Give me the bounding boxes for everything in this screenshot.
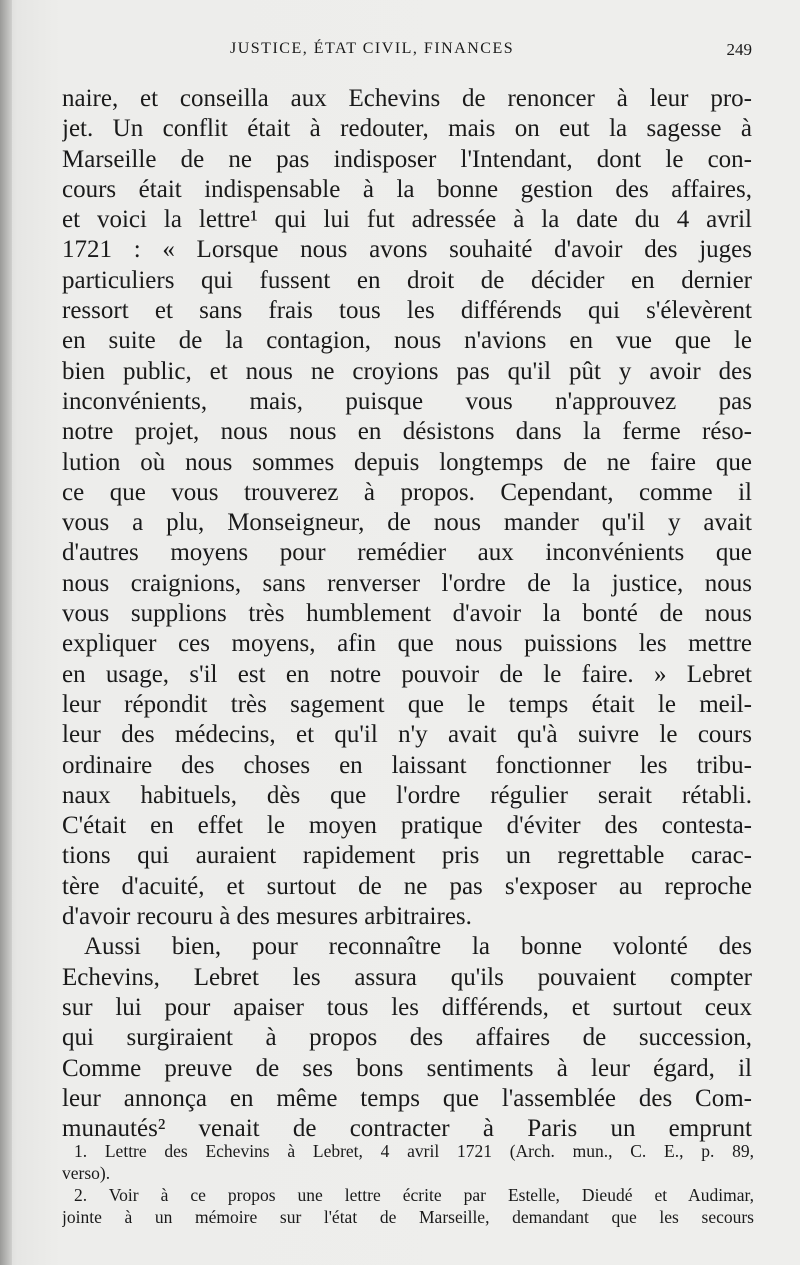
paragraph-start-line: Aussi bien, pour reconnaître la bonne volonté des <box>84 933 752 961</box>
text-line: munautés² venait de contracter à Paris un emprunt <box>62 1115 752 1143</box>
text-line: ressort et sans frais tous les différends qui s'élevèrent <box>62 297 752 325</box>
running-head: JUSTICE, ÉTAT CIVIL, FINANCES <box>230 40 515 57</box>
footnote-2-continued: jointe à un mémoire sur l'état de Marseille, demandant que les secours <box>62 1207 754 1227</box>
text-line: qui surgiraient à propos des affaires de succession, <box>62 1024 752 1052</box>
footnote-1-continued: verso). <box>62 1163 111 1183</box>
text-line: d'autres moyens pour remédier aux inconvénients que <box>62 539 752 567</box>
text-line: Echevins, Lebret les assura qu'ils pouvaient compter <box>62 963 752 991</box>
text-line: sur lui pour apaiser tous les différends, et surtout ceux <box>62 993 752 1021</box>
text-line: vous a plu, Monseigneur, de nous mander qu'il y avait <box>62 509 752 537</box>
text-line: tère d'acuité, et surtout de ne pas s'exposer au reproche <box>62 872 752 900</box>
text-line: ce que vous trouverez à propos. Cependant, comme il <box>62 478 752 506</box>
body-text <box>62 84 752 1144</box>
text-line: vous supplions très humblement d'avoir la bonté de nous <box>62 600 752 628</box>
text-line: particuliers qui fussent en droit de décider en dernier <box>62 266 752 294</box>
text-line: cours était indispensable à la bonne gestion des affaires, <box>62 175 752 203</box>
text-line: nous craignions, sans renverser l'ordre de la justice, nous <box>62 569 752 597</box>
page-number: 249 <box>726 40 752 59</box>
text-line: naux habituels, dès que l'ordre régulier serait rétabli. <box>62 781 752 809</box>
text-line: naire, et conseilla aux Echevins de renoncer à leur pro- <box>62 85 752 112</box>
text-line: ordinaire des choses en laissant fonctionner les tribu- <box>62 751 752 779</box>
footnotes <box>62 1140 754 1228</box>
text-line: en usage, s'il est en notre pouvoir de le faire. » Lebret <box>62 660 752 688</box>
text-line: notre projet, nous nous en désistons dans la ferme réso- <box>62 418 752 446</box>
text-line: Marseille de ne pas indisposer l'Intendant, dont le con- <box>62 145 752 173</box>
text-line: expliquer ces moyens, afin que nous puissions les mettre <box>62 630 752 658</box>
text-line: leur annonça en même temps que l'assemblée des Com- <box>62 1084 752 1112</box>
text-line: lution où nous sommes depuis longtemps de ne faire que <box>62 448 752 476</box>
book-spine-shadow <box>0 0 12 1265</box>
footnote-1: 1. Lettre des Echevins à Lebret, 4 avril 1721 (Arch. mun., C. E., p. 89, <box>74 1141 754 1161</box>
text-line: C'était en effet le moyen pratique d'éviter des contesta- <box>62 812 752 840</box>
text-line: leur des médecins, et qu'il n'y avait qu'à suivre le cours <box>62 721 752 749</box>
page-header <box>62 40 752 66</box>
text-line: tions qui auraient rapidement pris un regrettable carac- <box>62 842 752 870</box>
text-line: 1721 : « Lorsque nous avons souhaité d'avoir des juges <box>62 236 752 264</box>
text-line: en suite de la contagion, nous n'avions en vue que le <box>62 327 752 355</box>
text-line: leur répondit très sagement que le temps était le meil- <box>62 690 752 718</box>
text-line: et voici la lettre¹ qui lui fut adressée à la date du 4 avril <box>62 206 752 234</box>
text-line: inconvénients, mais, puisque vous n'approuvez pas <box>62 387 752 415</box>
text-line: bien public, et nous ne croyions pas qu'il pût y avoir des <box>62 357 752 385</box>
paragraph-end-line: d'avoir recouru à des mesures arbitraires. <box>62 903 472 931</box>
text-line: Comme preuve de ses bons sentiments à leur égard, il <box>62 1054 752 1082</box>
footnote-2: 2. Voir à ce propos une lettre écrite par Estelle, Dieudé et Audimar, <box>74 1185 754 1205</box>
text-line: jet. Un conflit était à redouter, mais on eut la sagesse à <box>62 115 752 143</box>
